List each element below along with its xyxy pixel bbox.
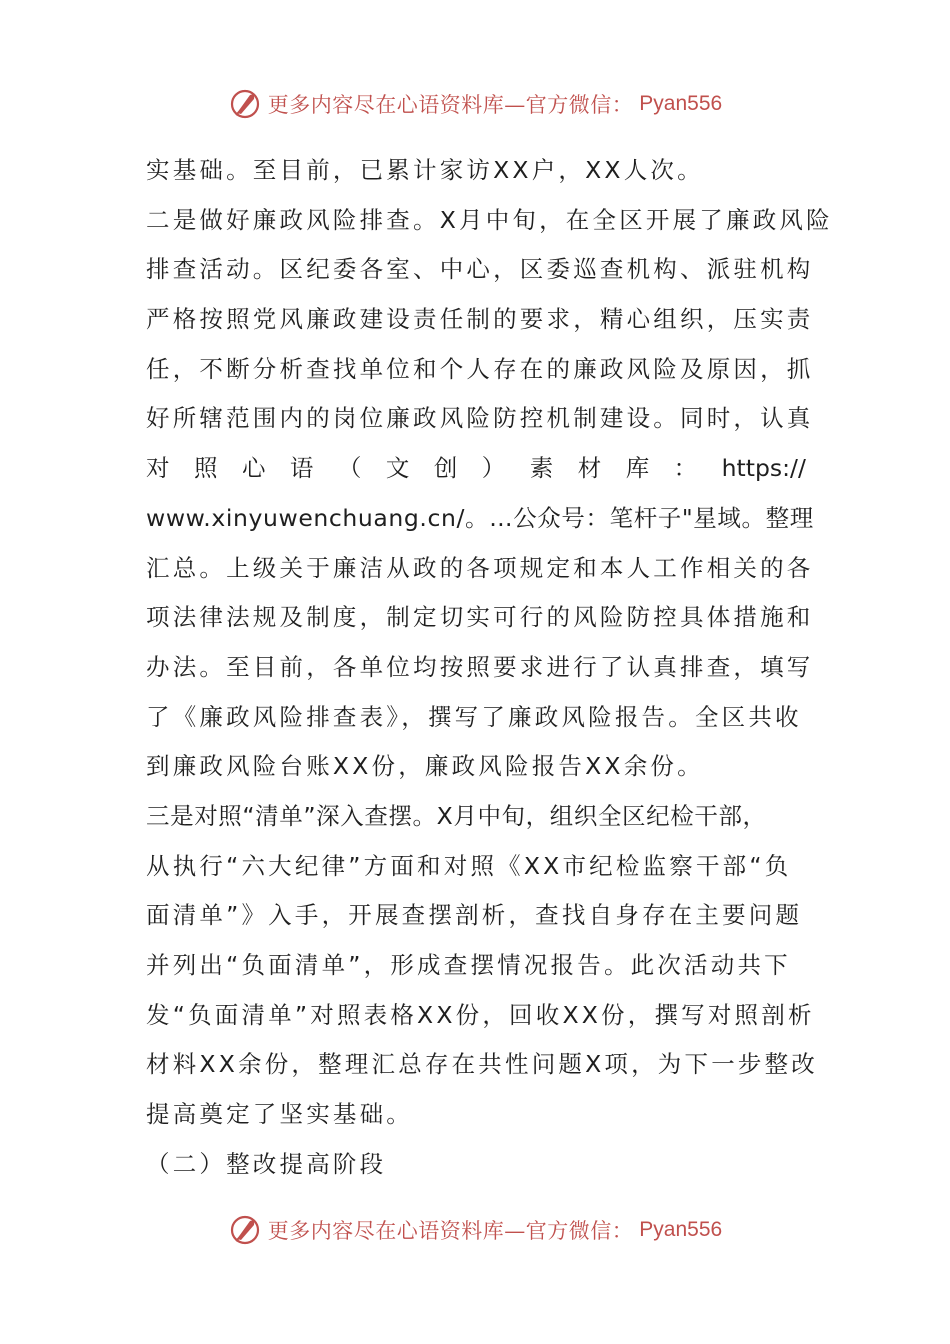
text-line: 严格按照党风廉政建设责任制的要求，精心组织，压实责 <box>146 305 814 334</box>
footer-banner <box>0 1210 950 1250</box>
header-wechat-id: Pyan556 <box>639 92 723 115</box>
text-line: 三是对照“清单”深入查摆。X月中旬，组织全区纪检干部， <box>146 801 767 830</box>
text-line: 任，不断分析查找单位和个人存在的廉政风险及原因，抓 <box>146 354 814 383</box>
char: （ <box>337 454 362 483</box>
text-line: 面清单”》入手，开展查摆剖析，查找自身存在主要问题 <box>146 901 803 930</box>
quill-logo-icon <box>228 87 262 121</box>
char: 材 <box>577 454 602 483</box>
text-line: 了《廉政风险排查表》，撰写了廉政风险报告。全区共收 <box>146 702 802 731</box>
justified-text-line <box>146 444 806 494</box>
text-line: 到廉政风险台账XX份，廉政风险报告XX余份。 <box>146 752 704 781</box>
header-banner <box>0 84 950 124</box>
char: 文 <box>385 454 410 483</box>
section-heading: （二）整改提高阶段 <box>146 1149 387 1178</box>
char: 创 <box>433 454 458 483</box>
text-line: 好所辖范围内的岗位廉政风险防控机制建设。同时，认真 <box>146 404 814 433</box>
char: ） <box>481 454 506 483</box>
url-fragment: https:// <box>721 454 806 483</box>
char: 照 <box>193 454 218 483</box>
text-line: 并列出“负面清单”，形成查摆情况报告。此次活动共下 <box>146 951 791 979</box>
text-line: 办法。至目前，各单位均按照要求进行了认真排查，填写 <box>146 652 814 681</box>
text-line: 实基础。至目前，已累计家访XX户，XX人次。 <box>146 156 704 184</box>
text-line: 项法律法规及制度，制定切实可行的风险防控具体措施和 <box>146 603 814 632</box>
char: ： <box>673 454 698 483</box>
text-line: 汇总。上级关于廉洁从政的各项规定和本人工作相关的各 <box>146 553 814 582</box>
char: 心 <box>241 454 266 483</box>
char: 素 <box>529 454 554 483</box>
document-body <box>146 146 833 1189</box>
char: 对 <box>146 454 170 483</box>
quill-logo-icon <box>228 1213 262 1247</box>
header-banner-text: 更多内容尽在心语资料库—官方微信： <box>267 93 634 117</box>
text-line: 二是做好廉政风险排查。X月中旬，在全区开展了廉政风险 <box>146 205 833 234</box>
url-text-line: www.xinyuwenchuang.cn/。…公众号：笔杆子"星域。整理 <box>146 503 814 532</box>
text-line: 从执行“六大纪律”方面和对照《XX市纪检监察干部“负 <box>146 851 792 880</box>
char: 库 <box>625 454 650 483</box>
text-line: 提高奠定了坚实基础。 <box>146 1100 413 1129</box>
text-line: 排查活动。区纪委各室、中心，区委巡查机构、派驻机构 <box>146 255 814 284</box>
text-line: 材料XX余份，整理汇总存在共性问题X项，为下一步整改 <box>146 1050 818 1079</box>
text-line: 发“负面清单”对照表格XX份，回收XX份，撰写对照剖析 <box>146 1000 815 1029</box>
footer-banner-text: 更多内容尽在心语资料库—官方微信： <box>267 1219 634 1243</box>
char: 语 <box>289 454 314 483</box>
footer-wechat-id: Pyan556 <box>639 1218 723 1241</box>
